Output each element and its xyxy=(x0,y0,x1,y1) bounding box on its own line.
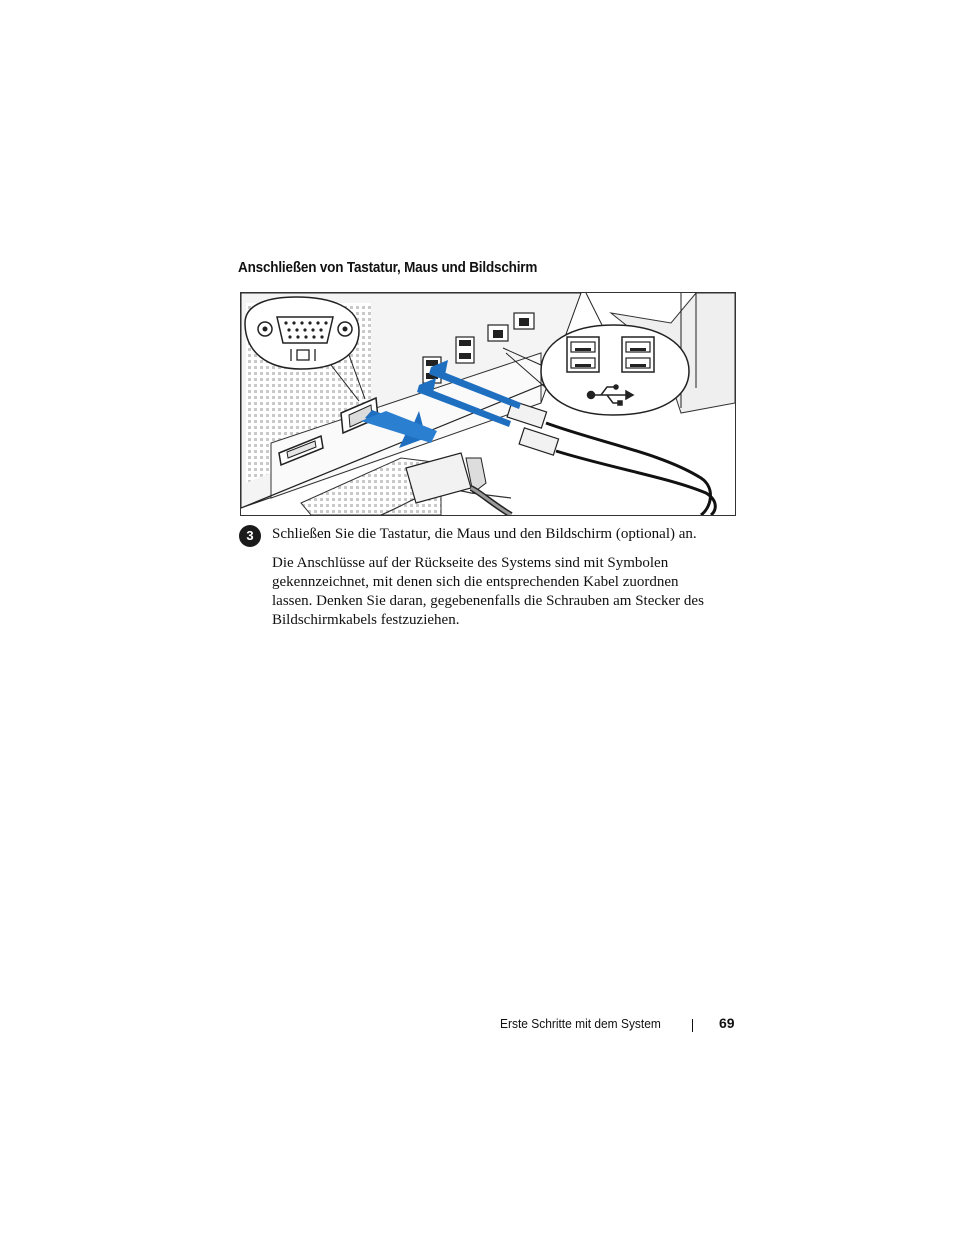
step-instruction: Schließen Sie die Tastatur, die Maus und den Bildschirm (optional) an. xyxy=(272,526,697,542)
footer-separator xyxy=(692,1019,693,1032)
connection-illustration xyxy=(240,292,736,516)
step-number-badge: 3 xyxy=(239,525,261,547)
section-heading: Anschließen von Tastatur, Maus und Bildschirm xyxy=(238,259,538,276)
step-description: Die Anschlüsse auf der Rückseite des Systems sind mit Symbolen gekennzeichnet, mit denen sich die entsprechenden Kabel zuordnen lassen. Denken Sie daran, gegebenenfalls die Schrauben am Stecker des Bildschirmkabels festzuziehen. xyxy=(272,555,704,628)
page-number: 69 xyxy=(719,1015,735,1031)
footer-chapter-title: Erste Schritte mit dem System xyxy=(500,1016,661,1031)
usb-cable-icon xyxy=(507,401,715,515)
